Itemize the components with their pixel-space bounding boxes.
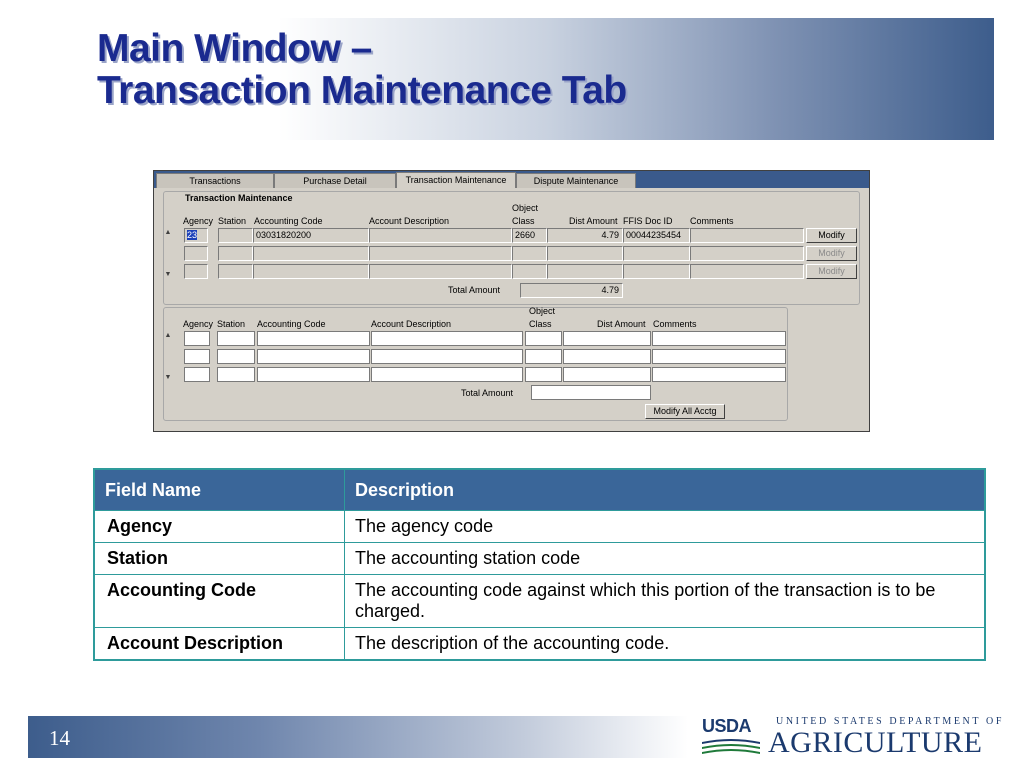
account-description-cell[interactable] [369, 246, 512, 261]
lower-comments-input[interactable] [652, 367, 786, 382]
modify-button[interactable]: Modify [806, 228, 857, 243]
accounting-code-cell[interactable] [253, 246, 369, 261]
comments-cell[interactable] [690, 264, 804, 279]
lower-header-accounting-code: Accounting Code [257, 319, 326, 329]
lower-agency-input[interactable] [184, 349, 210, 364]
table-header-row [94, 469, 985, 511]
agency-value: 23 [187, 230, 198, 240]
ffis-doc-id-cell[interactable] [623, 264, 690, 279]
upper-total-value: 4.79 [520, 283, 623, 298]
lower-account-description-input[interactable] [371, 331, 523, 346]
object-class-cell[interactable] [512, 246, 547, 261]
header-object: Object [512, 203, 539, 213]
header-agency: Agency [183, 216, 214, 226]
tab-transaction-maintenance[interactable]: Transaction Maintenance [396, 172, 516, 188]
tab-dispute-maintenance[interactable]: Dispute Maintenance [516, 173, 636, 188]
account-description-cell[interactable] [369, 228, 512, 243]
lower-dist-amount-input[interactable] [563, 349, 651, 364]
page-number: 14 [49, 726, 70, 750]
lower-station-input[interactable] [217, 349, 255, 364]
scroll-down-icon[interactable]: ▼ [164, 374, 172, 381]
header-account-description: Account Description [369, 216, 450, 226]
lower-dist-amount-input[interactable] [563, 331, 651, 346]
agency-cell[interactable] [184, 246, 208, 261]
field-description-cell: The description of the accounting code. [345, 628, 986, 661]
table-row [94, 575, 985, 628]
tab-bar [154, 171, 869, 188]
header-station: Station [218, 216, 247, 226]
ffis-doc-id-cell[interactable] [623, 246, 690, 261]
lower-object-class-input[interactable] [525, 331, 562, 346]
lower-scrollbar[interactable] [163, 331, 173, 383]
table-row [94, 543, 985, 575]
app-screenshot [153, 170, 870, 432]
header-field-name: Field Name [94, 469, 345, 511]
header-class: Class [512, 216, 535, 226]
accounting-code-cell[interactable]: 03031820200 [253, 228, 369, 243]
object-class-cell[interactable]: 2660 [512, 228, 547, 243]
modify-button[interactable]: Modify [806, 264, 857, 279]
scroll-down-icon[interactable]: ▼ [164, 271, 172, 278]
comments-cell[interactable] [690, 246, 804, 261]
field-description-cell: The agency code [345, 511, 986, 543]
agency-cell[interactable] [184, 264, 208, 279]
lower-account-description-input[interactable] [371, 349, 523, 364]
field-name-cell: Agency [94, 511, 345, 543]
dist-amount-cell[interactable] [547, 264, 623, 279]
usda-logo-text: USDA [702, 716, 752, 736]
lower-object-class-input[interactable] [525, 367, 562, 382]
accounting-code-cell[interactable] [253, 264, 369, 279]
upper-total-label: Total Amount [448, 285, 501, 295]
table-row [94, 511, 985, 543]
lower-comments-input[interactable] [652, 331, 786, 346]
tab-purchase-detail[interactable]: Purchase Detail [274, 173, 396, 188]
lower-dist-amount-input[interactable] [563, 367, 651, 382]
field-description-table [93, 468, 986, 661]
modify-button[interactable]: Modify [806, 246, 857, 261]
modify-all-acctg-button[interactable]: Modify All Acctg [645, 404, 725, 419]
scroll-up-icon[interactable]: ▲ [164, 332, 172, 339]
usda-department-text: UNITED STATES DEPARTMENT OF [776, 716, 1004, 727]
lower-account-description-input[interactable] [371, 367, 523, 382]
lower-object-class-input[interactable] [525, 349, 562, 364]
lower-header-account-description: Account Description [371, 319, 452, 329]
lower-comments-input[interactable] [652, 349, 786, 364]
dist-amount-cell[interactable] [547, 246, 623, 261]
upper-scrollbar[interactable] [163, 228, 173, 280]
account-description-cell[interactable] [369, 264, 512, 279]
station-cell[interactable] [218, 246, 253, 261]
lower-header-class: Class [529, 319, 552, 329]
dist-amount-cell[interactable]: 4.79 [547, 228, 623, 243]
object-class-cell[interactable] [512, 264, 547, 279]
header-accounting-code: Accounting Code [254, 216, 323, 226]
station-cell[interactable] [218, 264, 253, 279]
field-description-cell: The accounting code against which this portion of the transaction is to be charged. [345, 575, 986, 628]
lower-header-agency: Agency [183, 319, 214, 329]
section-title: Transaction Maintenance [182, 193, 296, 203]
lower-station-input[interactable] [217, 331, 255, 346]
slide-title-line1: Main Window – [97, 27, 372, 70]
lower-total-value [531, 385, 651, 400]
field-name-cell: Account Description [94, 628, 345, 661]
usda-agriculture-text: AGRICULTURE [768, 726, 983, 759]
lower-accounting-code-input[interactable] [257, 331, 370, 346]
field-name-cell: Accounting Code [94, 575, 345, 628]
field-name-cell: Station [94, 543, 345, 575]
station-cell[interactable] [218, 228, 253, 243]
lower-header-station: Station [217, 319, 246, 329]
slide-title-line2: Transaction Maintenance Tab [97, 69, 627, 112]
lower-header-dist-amount: Dist Amount [597, 319, 646, 329]
lower-header-comments: Comments [653, 319, 697, 329]
agency-cell[interactable] [184, 228, 208, 243]
comments-cell[interactable] [690, 228, 804, 243]
tab-transactions[interactable]: Transactions [156, 173, 274, 188]
lower-agency-input[interactable] [184, 331, 210, 346]
lower-station-input[interactable] [217, 367, 255, 382]
footer-bar [28, 716, 688, 758]
header-description: Description [345, 469, 986, 511]
lower-accounting-code-input[interactable] [257, 367, 370, 382]
lower-agency-input[interactable] [184, 367, 210, 382]
lower-accounting-code-input[interactable] [257, 349, 370, 364]
table-row [94, 628, 985, 661]
header-comments: Comments [690, 216, 734, 226]
lower-total-label: Total Amount [461, 388, 514, 398]
field-description-cell: The accounting station code [345, 543, 986, 575]
header-dist-amount: Dist Amount [569, 216, 618, 226]
ffis-doc-id-cell[interactable]: 00044235454 [623, 228, 690, 243]
usda-landscape-icon [702, 738, 760, 756]
slide-title [97, 28, 627, 112]
lower-header-object: Object [529, 306, 556, 316]
header-ffis-doc-id: FFIS Doc ID [623, 216, 673, 226]
scroll-up-icon[interactable]: ▲ [164, 229, 172, 236]
